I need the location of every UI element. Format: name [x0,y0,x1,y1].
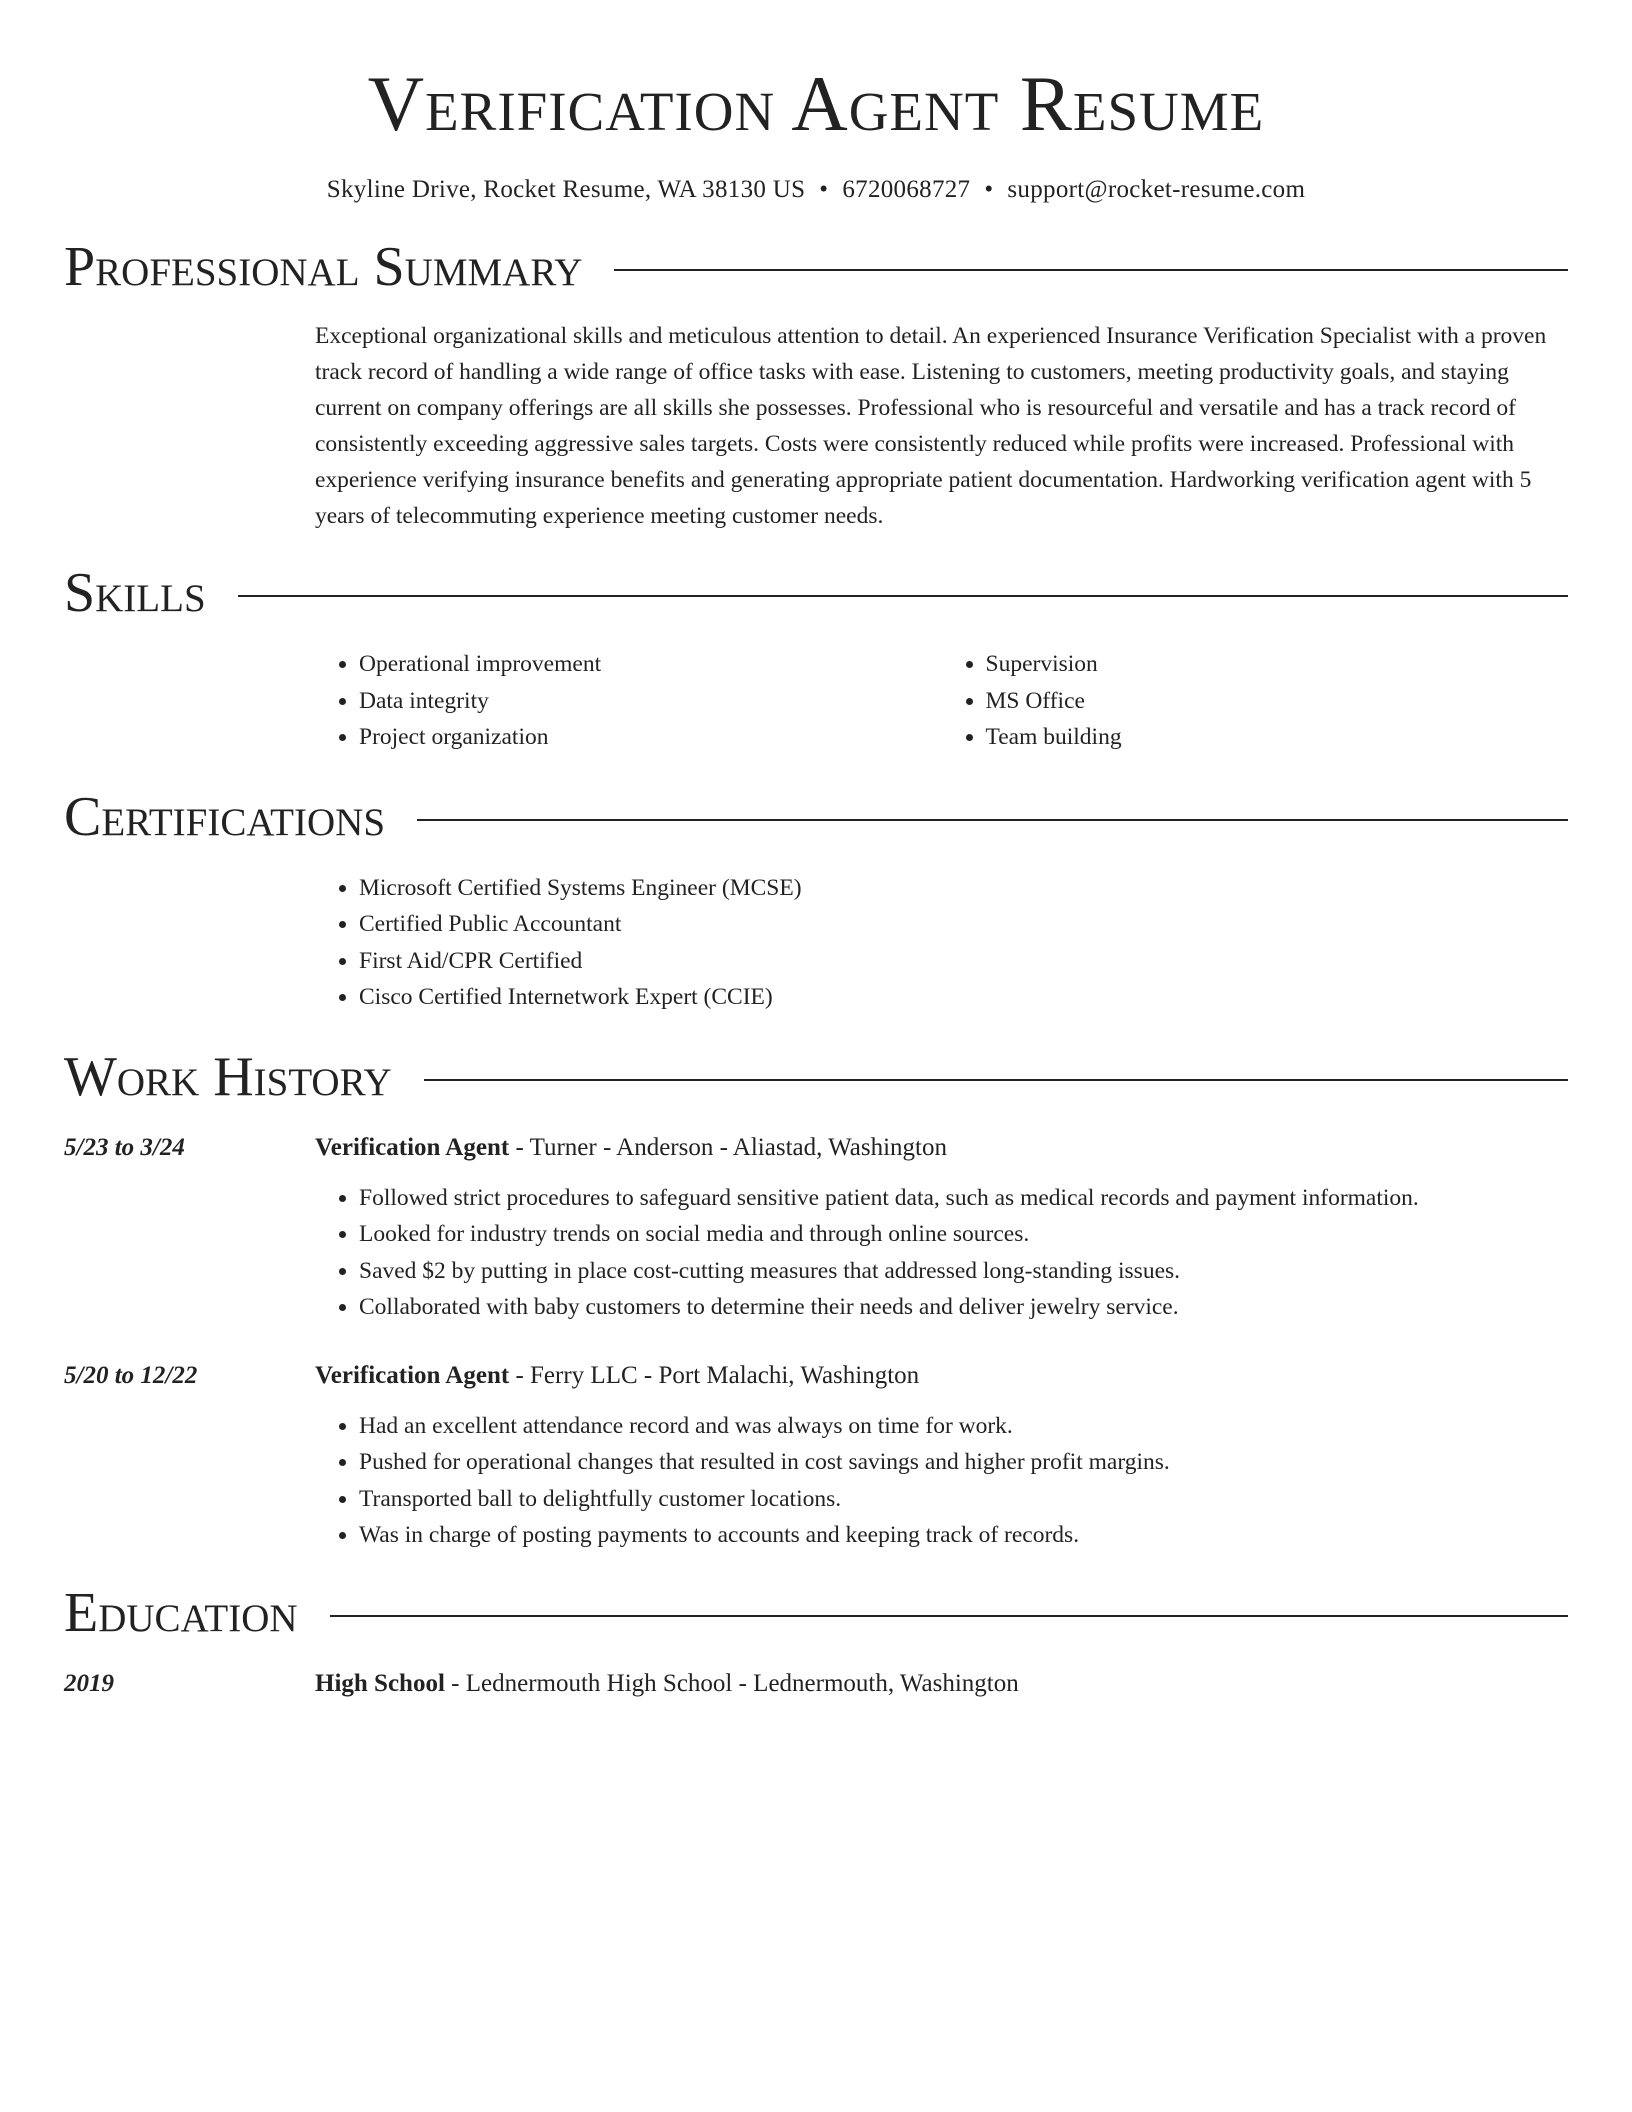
education-content [315,1666,1568,1702]
job-bullet: • Transported ball to delightfully customer locations. [359,1481,1568,1518]
education-section-header [64,1582,1568,1644]
job-dates: 5/23 to 3/24 [64,1133,185,1161]
job-bullets [315,1180,1568,1326]
job-entry [64,1130,1568,1326]
job-bullet: • Saved $2 by putting in place cost-cutting measures that addressed long-standing issues. [359,1253,1568,1290]
education-school: - Lednermouth High School - Lednermouth, Washington [444,1669,1019,1697]
job-bullet: • Followed strict procedures to safeguard sensitive patient data, such as medical records and payment information. [359,1180,1568,1217]
section-divider [417,819,1568,821]
job-content [315,1130,1568,1326]
job-employer: - Ferry LLC - Port Malachi, Washington [509,1361,920,1389]
certification-item: • First Aid/CPR Certified [359,943,1568,980]
job-heading [315,1358,1568,1394]
work-history-section-header [64,1046,1568,1108]
summary-text: Exceptional organizational skills and meticulous attention to detail. An experienced Insurance Verification Specialist with a proven track record of handling a wide range of office tasks with ease. Listening to customers, meeting productivity goals, and staying current on company offerings are all skills she possesses. Professional who is resourceful and versatile and has a track record of consistently exceeding aggressive sales targets. Costs were consistently reduced while profits were increased. Professional with experience verifying insurance benefits and generating appropriate patient documentation. Hardworking verification agent with 5 years of telecommuting experience meeting customer needs. [315,323,1547,529]
section-divider [330,1615,1568,1617]
education-degree: High School [315,1669,445,1697]
certifications-section-header [64,786,1568,848]
skills-heading: Skills [64,562,206,624]
job-bullet: • Was in charge of posting payments to accounts and keeping track of records. [359,1517,1568,1554]
certifications-list [315,870,1568,1016]
resume-title: Verification Agent Resume [367,60,1265,147]
education-heading-line [315,1666,1568,1702]
section-divider [238,595,1568,597]
job-bullet: • Pushed for operational changes that resulted in cost savings and higher profit margins. [359,1444,1568,1481]
summary-section-header [64,236,1568,298]
job-bullet: • Had an excellent attendance record and was always on time for work. [359,1408,1568,1445]
contact-address: Skyline Drive, Rocket Resume, WA 38130 US [326,176,806,203]
certification-item: • Cisco Certified Internetwork Expert (CCIE) [359,979,1568,1016]
skills-column-right [942,646,1569,756]
certifications-heading: Certifications [64,785,386,848]
skill-item: • Project organization [359,719,942,756]
skill-item: • Supervision [986,646,1569,683]
job-bullet: • Looked for industry trends on social media and through online sources. [359,1216,1568,1253]
skills-section-header [64,562,1568,624]
skills-column-left [315,646,942,756]
job-heading [315,1130,1568,1166]
education-heading: Education [64,1581,298,1644]
job-entry [64,1358,1568,1554]
job-employer: - Turner - Anderson - Aliastad, Washington [509,1133,947,1161]
skills-list [315,646,1568,756]
contact-separator: • [819,176,829,203]
job-title: Verification Agent [315,1133,510,1161]
contact-email: support@rocket-resume.com [1007,176,1306,203]
skill-item: • MS Office [986,683,1569,720]
resume-page [64,0,1568,1702]
certification-item: • Microsoft Certified Systems Engineer (MCSE) [359,870,1568,907]
job-dates: 5/20 to 12/22 [64,1361,198,1389]
skill-item: • Data integrity [359,683,942,720]
job-title: Verification Agent [315,1361,510,1389]
skill-item: • Operational improvement [359,646,942,683]
work-history-heading: Work History [64,1045,392,1108]
contact-line [64,174,1568,206]
education-date: 2019 [64,1669,114,1697]
section-divider [424,1079,1568,1081]
section-divider [614,269,1568,271]
education-entry [64,1666,1568,1702]
job-bullet: • Collaborated with baby customers to determine their needs and deliver jewelry service. [359,1289,1568,1326]
summary-heading: Professional Summary [64,236,583,298]
contact-phone: 6720068727 [842,176,971,203]
certification-item: • Certified Public Accountant [359,906,1568,943]
skill-item: • Team building [986,719,1569,756]
job-content [315,1358,1568,1554]
job-bullets [315,1408,1568,1554]
contact-separator: • [984,176,994,203]
